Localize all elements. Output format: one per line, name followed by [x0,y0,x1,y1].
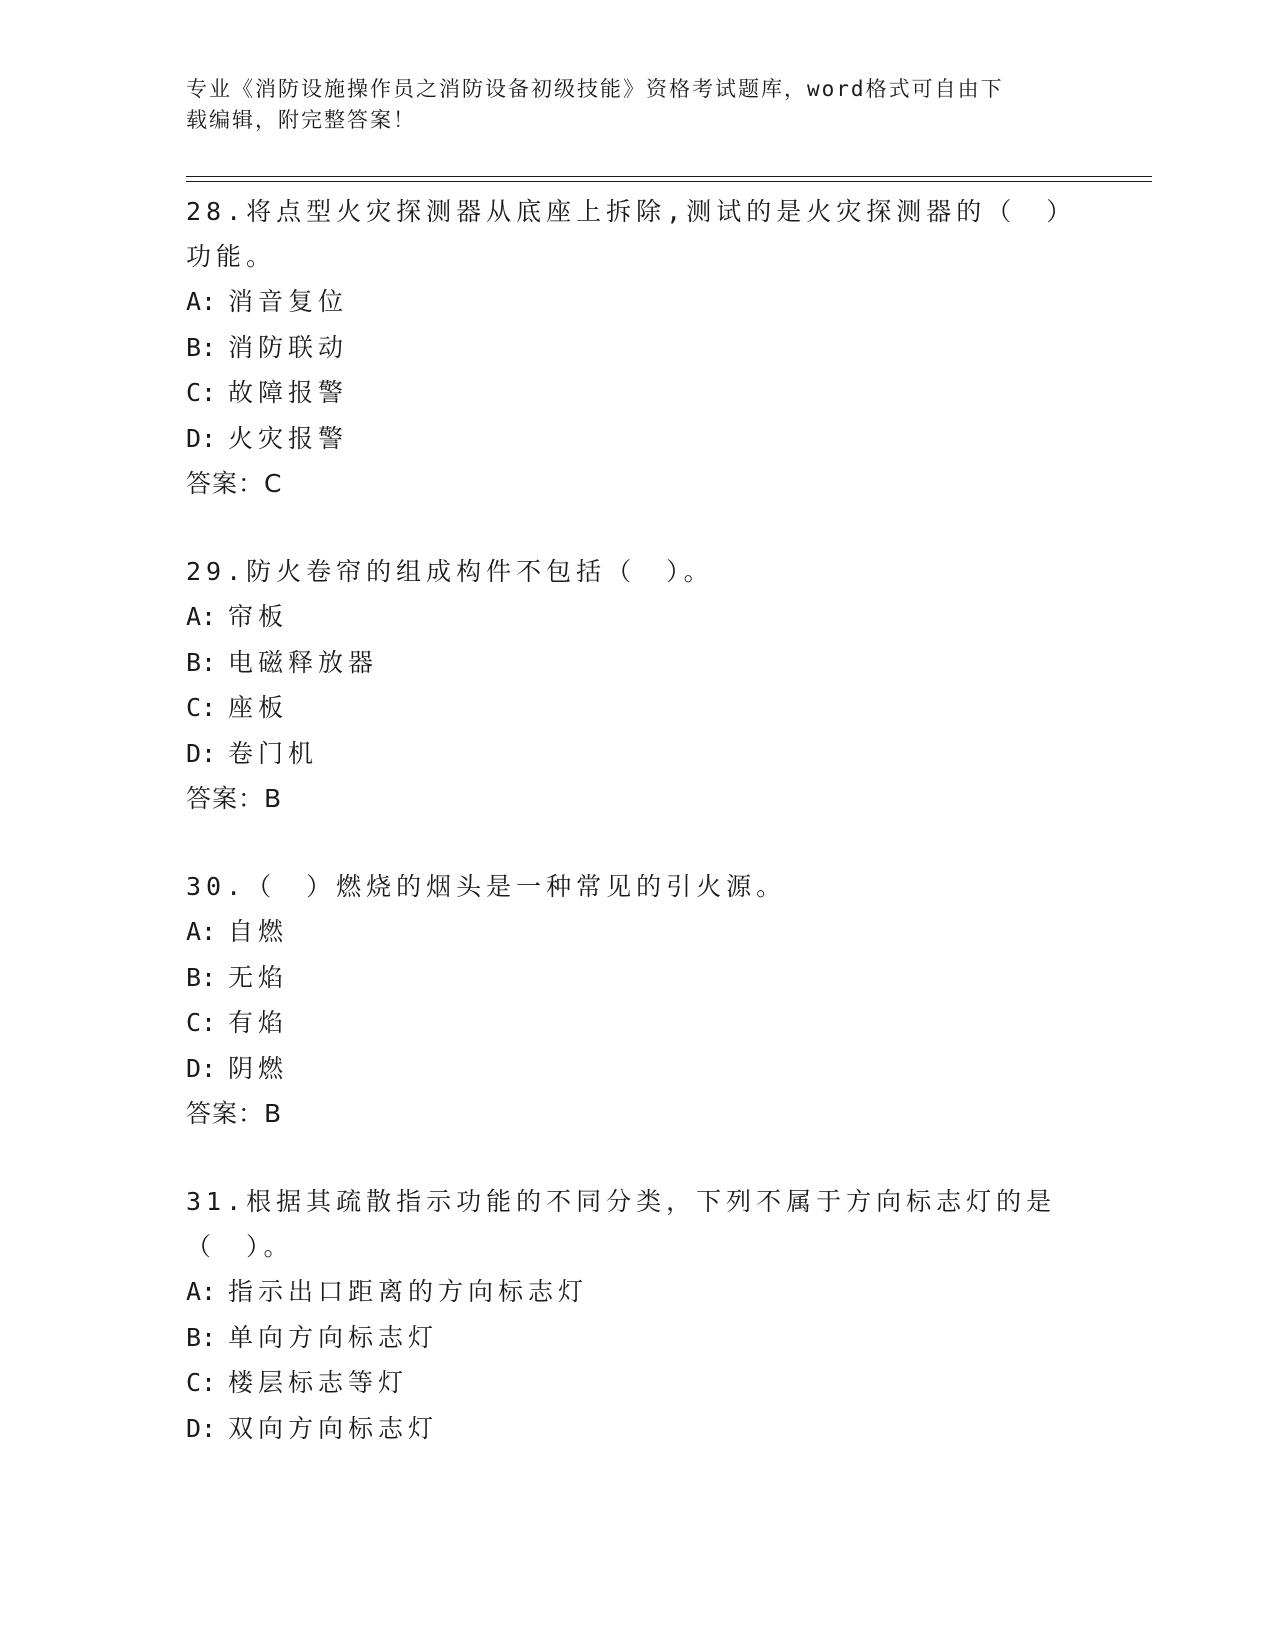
question-30 [186,864,1066,1136]
option-a [186,909,1066,955]
question-28 [186,189,1066,506]
option-letter: D: [186,1053,217,1083]
option-letter: D: [186,423,217,453]
option-letter: A: [186,287,217,316]
header-line-2: 载编辑，附完整答案！ [186,108,416,132]
option-letter: C: [186,1368,217,1397]
option-b [186,325,1066,371]
option-a [186,594,1066,640]
option-letter: C: [186,1008,217,1037]
option-b [186,640,1066,686]
question-stem: 28.将点型火灾探测器从底座上拆除,测试的是火灾探测器的（ ）功能。 [186,197,1064,271]
option-letter: D: [186,738,217,768]
option-c [186,370,1066,416]
option-text: 无焰 [228,962,289,992]
question-31 [186,1179,1066,1451]
option-letter: A: [186,602,217,631]
header-line-1: 专业《消防设施操作员之消防设备初级技能》资格考试题库，word格式可自由下 [186,77,1004,101]
question-list [186,189,1066,1494]
option-text: 双向方向标志灯 [228,1413,439,1443]
header-divider-top [186,176,1152,177]
option-c [186,1360,1066,1406]
option-letter: B: [186,1322,217,1352]
option-b [186,955,1066,1001]
option-a [186,1269,1066,1315]
option-d [186,731,1066,777]
answer-line: 答案：C [186,469,283,498]
header-divider-bottom [186,181,1152,182]
question-stem: 29.防火卷帘的组成构件不包括（ ）。 [186,557,714,586]
question-stem: 31.根据其疏散指示功能的不同分类，下列不属于方向标志灯的是（ ）。 [186,1187,1057,1261]
document-header [186,74,1066,136]
option-d [186,1046,1066,1092]
option-c [186,1000,1066,1046]
option-text: 卷门机 [228,738,319,768]
option-c [186,685,1066,731]
option-text: 火灾报警 [228,423,349,453]
answer-line: 答案：B [186,784,283,813]
option-d [186,416,1066,462]
option-text: 故障报警 [228,378,349,407]
option-letter: B: [186,647,217,677]
option-letter: B: [186,962,217,992]
option-letter: D: [186,1413,217,1443]
option-text: 单向方向标志灯 [228,1322,439,1352]
option-letter: A: [186,917,217,946]
option-text: 自燃 [228,917,289,946]
answer-line: 答案：B [186,1099,283,1128]
option-letter: C: [186,378,217,407]
option-text: 有焰 [228,1008,289,1037]
option-text: 阴燃 [228,1053,289,1083]
option-text: 楼层标志等灯 [228,1368,409,1397]
option-text: 座板 [228,693,289,722]
option-letter: C: [186,693,217,722]
question-29 [186,549,1066,821]
question-stem: 30.（ ）燃烧的烟头是一种常见的引火源。 [186,872,787,901]
option-d [186,1406,1066,1452]
option-text: 消音复位 [228,287,349,316]
option-a [186,279,1066,325]
option-letter: B: [186,332,217,362]
option-letter: A: [186,1277,217,1306]
option-b [186,1315,1066,1361]
option-text: 帘板 [228,602,289,631]
option-text: 指示出口距离的方向标志灯 [228,1277,589,1306]
option-text: 电磁释放器 [228,647,379,677]
option-text: 消防联动 [228,332,349,362]
